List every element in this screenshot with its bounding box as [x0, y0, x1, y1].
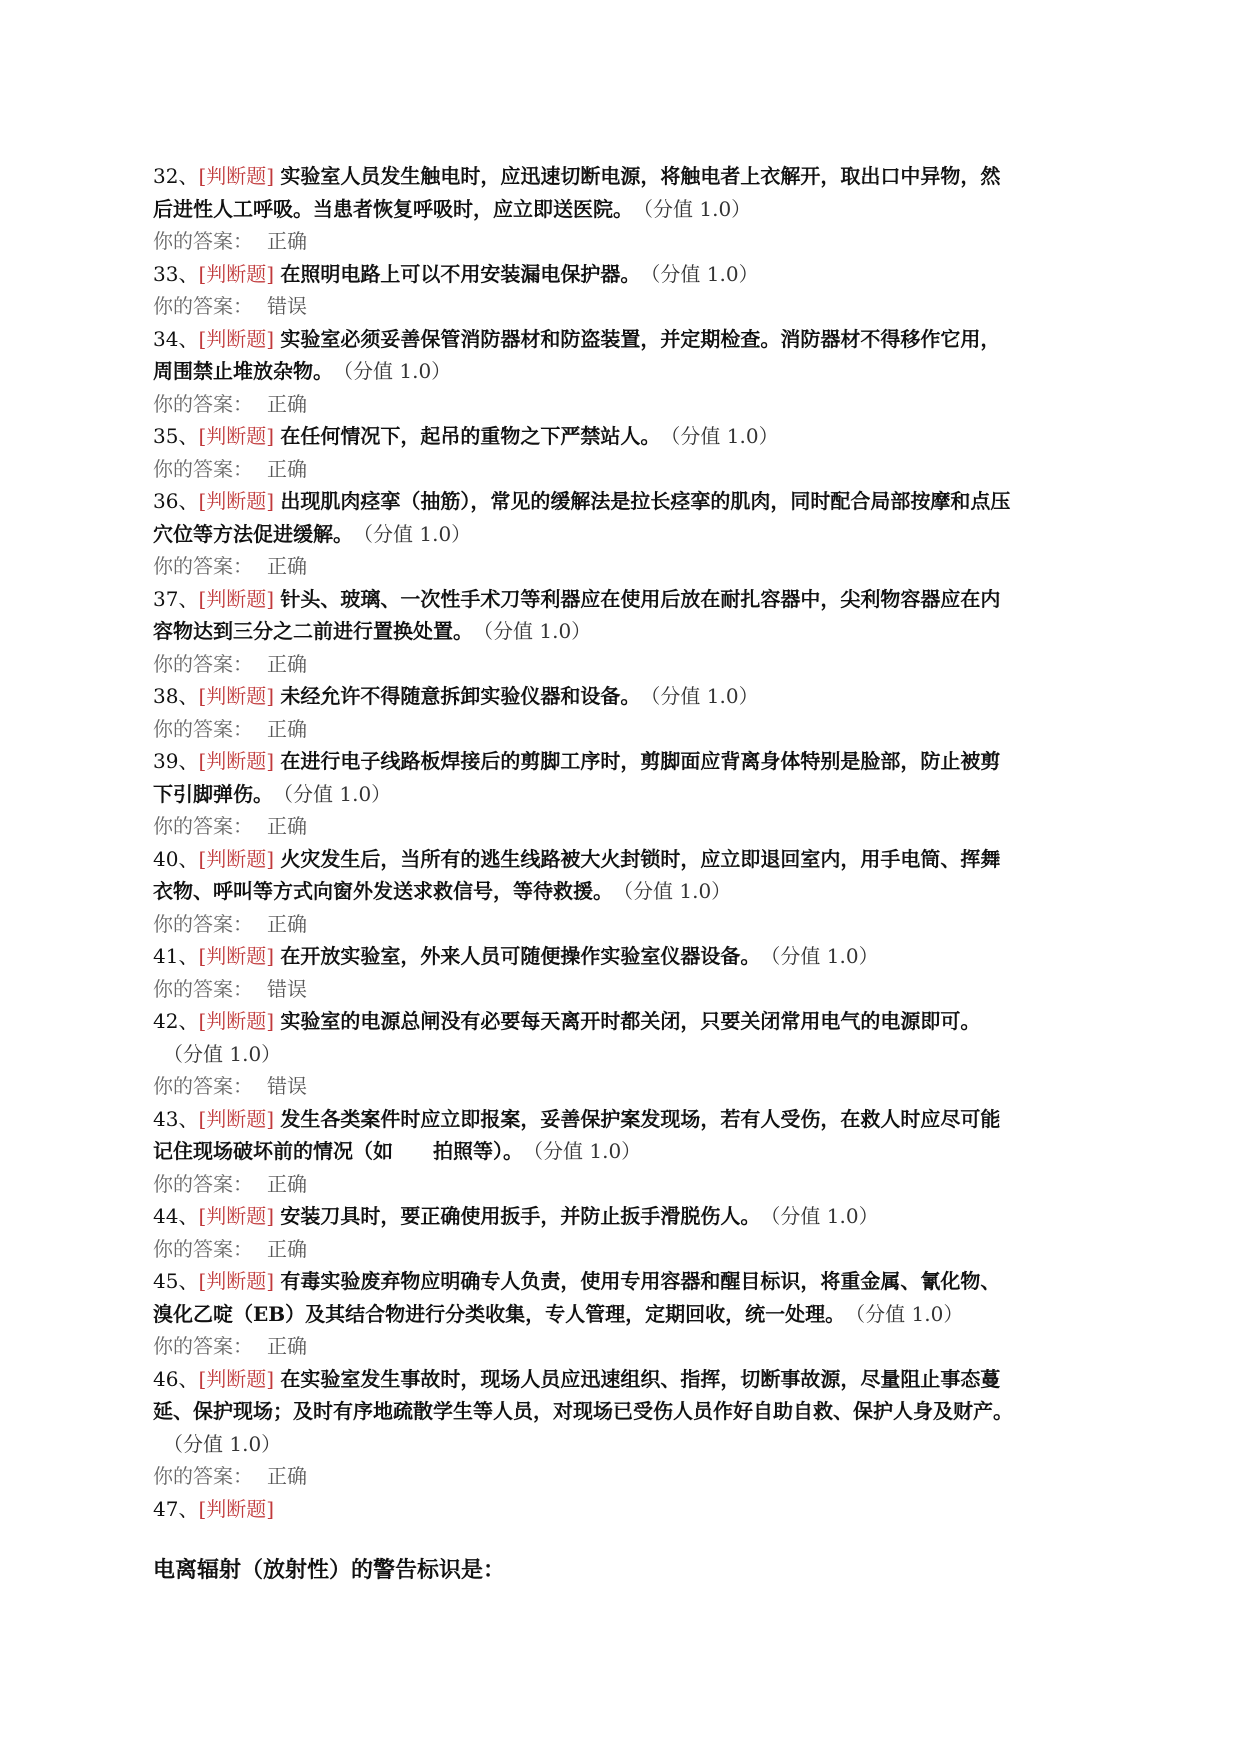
question-item: [153, 1200, 1093, 1265]
question-line: [153, 1428, 1093, 1461]
question-type-tag: [判断题]: [198, 1269, 275, 1293]
question-line: [153, 420, 1093, 453]
question-line: [153, 1200, 1093, 1233]
question-type-tag: [判断题]: [198, 1366, 275, 1391]
question-text: 记住现场破坏前的情况（如 拍照等）。: [153, 1139, 513, 1163]
question-text: 发生各类案件时应立即报案，妥善保护案发现场，若有人受伤，在救人时应尽可能: [280, 1106, 1001, 1131]
question-score: （分值 1.0）: [623, 879, 732, 903]
question-list: [153, 160, 1093, 1525]
question-score: （分值 1.0）: [650, 684, 759, 708]
question-number: 46、: [153, 1366, 199, 1391]
answer-value: 正确: [267, 911, 307, 936]
question-line: [153, 583, 1093, 616]
question-text: 在进行电子线路板焊接后的剪脚工序时，剪脚面应背离身体特别是脸部，防止被剪: [280, 749, 1001, 773]
answer-label: 你的答案：: [153, 716, 253, 741]
question-text: 周围禁止堆放杂物。: [153, 359, 323, 383]
question-item: [153, 745, 1093, 843]
question-score: （分值 1.0）: [670, 424, 779, 448]
question-number: 38、: [153, 684, 199, 708]
question-type-tag: [判断题]: [198, 749, 275, 773]
answer-value: 正确: [267, 1334, 307, 1358]
question-item: [153, 485, 1093, 583]
question-text: 未经允许不得随意拆卸实验仪器和设备。: [280, 684, 631, 708]
answer-label: 你的答案：: [153, 911, 253, 936]
question-item: [153, 1363, 1093, 1493]
question-line: [153, 355, 1093, 388]
answer-label: 你的答案：: [153, 1171, 253, 1196]
question-type-tag: [判断题]: [198, 1009, 275, 1033]
answer-label: 你的答案：: [153, 294, 253, 318]
question-line: [153, 1493, 1093, 1526]
question-type-tag: [判断题]: [198, 424, 275, 448]
answer-value: 错误: [267, 1074, 307, 1098]
answer-line: [153, 1070, 1093, 1103]
question-text: 溴化乙啶（EB）及其结合物进行分类收集，专人管理，定期回收，统一处理。: [153, 1301, 836, 1326]
question-text: 实验室必须妥善保管消防器材和防盗装置，并定期检查。消防器材不得移作它用，: [280, 326, 1001, 351]
answer-line: [153, 290, 1093, 323]
answer-label: 你的答案：: [153, 814, 253, 838]
answer-line: [153, 550, 1093, 583]
question-number: 36、: [153, 489, 199, 513]
answer-line: [153, 973, 1093, 1006]
question-line: [153, 485, 1093, 518]
answer-label: 你的答案：: [153, 456, 253, 481]
question-item: [153, 1005, 1093, 1103]
answer-line: [153, 908, 1093, 941]
question-number: 39、: [153, 749, 199, 773]
question-item: [153, 258, 1093, 323]
answer-label: 你的答案：: [153, 651, 253, 676]
question-item: [153, 940, 1093, 1005]
question-line: [153, 1363, 1093, 1396]
question-text: 出现肌肉痉挛（抽筋），常见的缓解法是拉长痉挛的肌肉，同时配合局部按摩和点压: [280, 489, 1011, 513]
answer-value: 错误: [267, 976, 307, 1001]
question-type-tag: [判断题]: [198, 164, 275, 188]
answer-label: 你的答案：: [153, 391, 253, 416]
question-text: 下引脚弹伤。: [153, 781, 263, 806]
answer-value: 正确: [267, 391, 307, 416]
question-score: （分值 1.0）: [283, 781, 392, 806]
question-number: 43、: [153, 1106, 199, 1131]
question-score: （分值 1.0）: [173, 1041, 282, 1066]
answer-value: 正确: [267, 1236, 307, 1261]
answer-line: [153, 810, 1093, 843]
question-number: 34、: [153, 326, 199, 351]
question-text: 延、保护现场；及时有序地疏散学生等人员，对现场已受伤人员作好自助自救、保护人身及财产。: [153, 1399, 1013, 1423]
question-score: （分值 1.0）: [855, 1301, 964, 1326]
question-type-tag: [判断题]: [198, 846, 275, 871]
question-type-tag: [判断题]: [198, 1106, 275, 1131]
answer-value: 正确: [267, 1171, 307, 1196]
question-line: [153, 323, 1093, 356]
question-type-tag: [判断题]: [198, 1496, 275, 1521]
question-text: 实验室人员发生触电时，应迅速切断电源，将触电者上衣解开，取出口中异物，然: [280, 164, 1001, 188]
question-line: [153, 518, 1093, 551]
question-item: [153, 1103, 1093, 1201]
question-text: 安装刀具时，要正确使用扳手，并防止扳手滑脱伤人。: [280, 1204, 751, 1228]
answer-label: 你的答案：: [153, 1236, 253, 1261]
answer-line: [153, 1168, 1093, 1201]
answer-label: 你的答案：: [153, 976, 253, 1001]
question-text: 有毒实验废弃物应明确专人负责，使用专用容器和醒目标识，将重金属、氰化物、: [280, 1269, 1001, 1293]
question-line: [153, 1038, 1093, 1071]
question-score: （分值 1.0）: [343, 359, 452, 383]
question-number: 35、: [153, 424, 199, 448]
answer-line: [153, 1330, 1093, 1363]
question-item: [153, 1265, 1093, 1363]
answer-value: 错误: [267, 294, 307, 318]
question-number: 37、: [153, 586, 199, 611]
answer-value: 正确: [267, 814, 307, 838]
question-text: 后进性人工呼吸。当患者恢复呼吸时，应立即送医院。: [153, 196, 623, 221]
answer-label: 你的答案：: [153, 1334, 253, 1358]
question-number: 32、: [153, 164, 199, 188]
question-line: [153, 258, 1093, 291]
question-line: [153, 1298, 1093, 1331]
question-line: [153, 615, 1093, 648]
section-heading: 电离辐射（放射性）的警告标识是：: [153, 1557, 506, 1583]
question-text: 针头、玻璃、一次性手术刀等利器应在使用后放在耐扎容器中，尖利物容器应在内: [280, 586, 1001, 611]
question-line: [153, 778, 1093, 811]
question-type-tag: [判断题]: [198, 326, 275, 351]
question-line: [153, 745, 1093, 778]
question-score: （分值 1.0）: [643, 196, 752, 221]
question-line: [153, 1005, 1093, 1038]
question-text: 穴位等方法促进缓解。: [153, 521, 343, 546]
answer-label: 你的答案：: [153, 229, 253, 253]
question-item: [153, 160, 1093, 258]
question-number: 47、: [153, 1496, 199, 1521]
question-type-tag: [判断题]: [198, 944, 275, 968]
question-type-tag: [判断题]: [198, 1204, 275, 1228]
question-type-tag: [判断题]: [198, 586, 275, 611]
question-type-tag: [判断题]: [198, 489, 275, 513]
question-text: 在照明电路上可以不用安装漏电保护器。: [280, 261, 631, 286]
question-score: （分值 1.0）: [483, 619, 592, 643]
question-line: [153, 1103, 1093, 1136]
question-number: 42、: [153, 1009, 199, 1033]
question-line: [153, 193, 1093, 226]
question-line: [153, 160, 1093, 193]
answer-value: 正确: [267, 716, 307, 741]
answer-line: [153, 388, 1093, 421]
answer-label: 你的答案：: [153, 1464, 253, 1488]
answer-line: [153, 453, 1093, 486]
question-line: [153, 940, 1093, 973]
question-text: 在实验室发生事故时，现场人员应迅速组织、指挥，切断事故源，尽量阻止事态蔓: [280, 1366, 1001, 1391]
question-item: [153, 680, 1093, 745]
question-line: [153, 875, 1093, 908]
question-type-tag: [判断题]: [198, 261, 275, 286]
answer-value: 正确: [267, 651, 307, 676]
answer-label: 你的答案：: [153, 554, 253, 578]
answer-value: 正确: [267, 229, 307, 253]
answer-value: 正确: [267, 1464, 307, 1488]
question-score: （分值 1.0）: [650, 261, 759, 286]
question-line: [153, 1135, 1093, 1168]
answer-line: [153, 713, 1093, 746]
question-number: 41、: [153, 944, 199, 968]
question-line: [153, 680, 1093, 713]
question-text: 火灾发生后，当所有的逃生线路被大火封锁时，应立即退回室内，用手电筒、挥舞: [280, 846, 1001, 871]
question-type-tag: [判断题]: [198, 684, 275, 708]
question-text: 容物达到三分之二前进行置换处置。: [153, 619, 463, 643]
question-number: 45、: [153, 1269, 199, 1293]
question-item: [153, 420, 1093, 485]
question-number: 40、: [153, 846, 199, 871]
question-score: （分值 1.0）: [363, 521, 472, 546]
question-number: 33、: [153, 261, 199, 286]
question-item: [153, 843, 1093, 941]
question-line: [153, 843, 1093, 876]
question-score: （分值 1.0）: [533, 1139, 642, 1163]
answer-line: [153, 225, 1093, 258]
answer-line: [153, 1233, 1093, 1266]
question-item: [153, 583, 1093, 681]
question-text: 在任何情况下，起吊的重物之下严禁站人。: [280, 424, 651, 448]
question-item: [153, 323, 1093, 421]
question-score: （分值 1.0）: [770, 944, 879, 968]
question-line: [153, 1265, 1093, 1298]
question-score: （分值 1.0）: [173, 1431, 282, 1456]
question-score: （分值 1.0）: [770, 1204, 879, 1228]
answer-value: 正确: [267, 456, 307, 481]
question-number: 44、: [153, 1204, 199, 1228]
answer-value: 正确: [267, 554, 307, 578]
question-text: 在开放实验室，外来人员可随便操作实验室仪器设备。: [280, 944, 751, 968]
question-item: [153, 1493, 1093, 1526]
answer-line: [153, 1460, 1093, 1493]
question-line: [153, 1395, 1093, 1428]
question-text: 衣物、呼叫等方式向窗外发送求救信号，等待救援。: [153, 879, 603, 903]
answer-label: 你的答案：: [153, 1074, 253, 1098]
question-text: 实验室的电源总闸没有必要每天离开时都关闭，只要关闭常用电气的电源即可。: [280, 1009, 981, 1033]
answer-line: [153, 648, 1093, 681]
